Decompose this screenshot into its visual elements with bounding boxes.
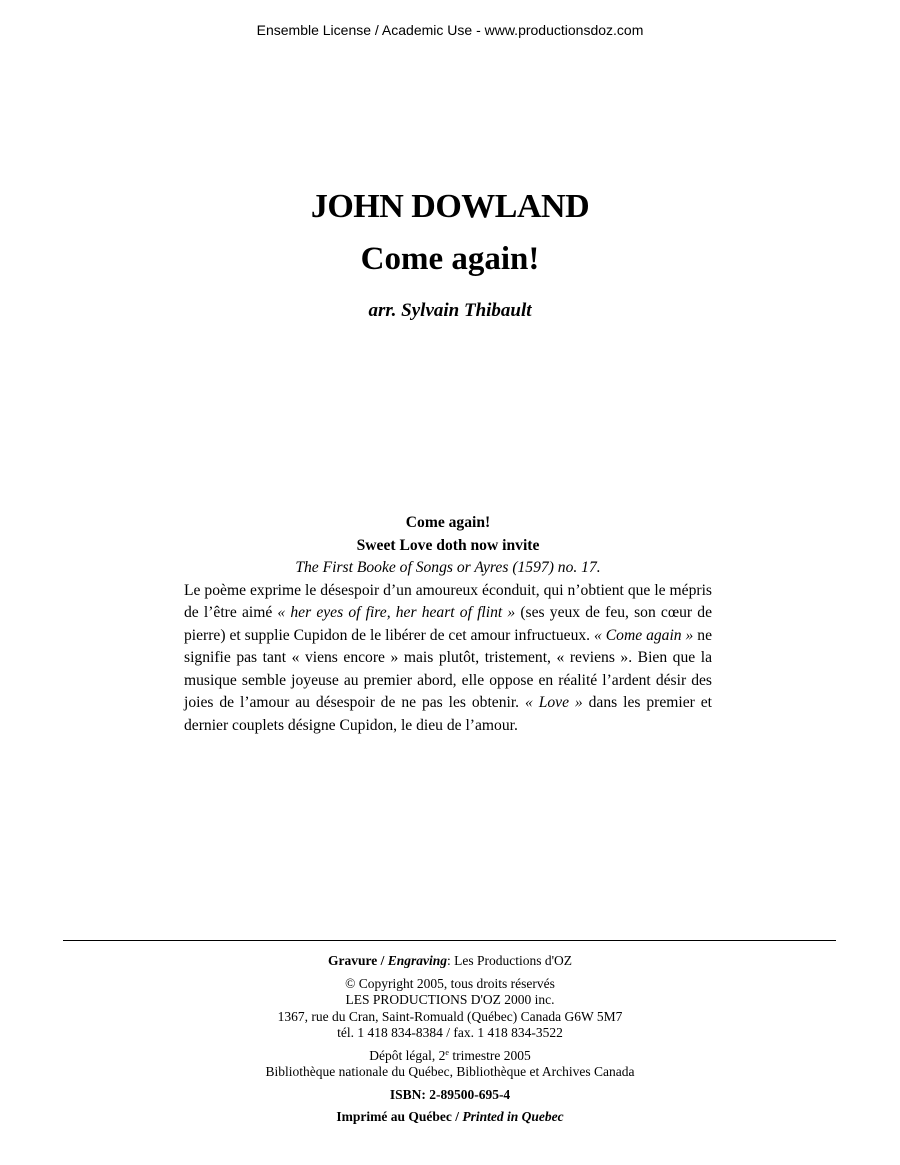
notes-text-3: ne signifie pas tant « viens encore » mais plutôt, tristement, « reviens ». Bien que la musique semble joyeuse au premier abord, elle oppose en réalité l’ardent désir des joies de l’amour au désespoir de ne pas les obtenir. <box>184 626 712 711</box>
program-notes <box>184 512 712 737</box>
company-address: 1367, rue du Cran, Saint-Romuald (Québec) Canada G6W 5M7 <box>277 1008 623 1024</box>
printed-fr: Imprimé au Québec / <box>336 1109 463 1124</box>
company-name: LES PRODUCTIONS D'OZ 2000 inc. <box>345 992 555 1007</box>
depot-suffix: trimestre 2005 <box>448 1047 531 1063</box>
composer-name: JOHN DOWLAND <box>310 188 590 225</box>
company-phone: tél. 1 418 834-8384 / fax. 1 418 834-3522 <box>337 1025 563 1040</box>
isbn: ISBN: 2-89500-695-4 <box>389 1086 511 1102</box>
notes-quote-1: « her eyes of fire, her heart of flint » <box>277 604 516 621</box>
notes-quote-2: « Come again » <box>594 626 694 644</box>
piece-title: Come again! <box>360 241 540 277</box>
notes-text-4: dans les premier et dernier couplets désigne Cupidon, le dieu de l’amour. <box>184 694 712 734</box>
notes-paragraph <box>184 580 712 738</box>
depot-prefix: Dépôt légal, 2 <box>369 1047 446 1063</box>
notes-heading-2: Sweet Love doth now invite <box>356 536 540 554</box>
notes-heading-1: Come again! <box>405 514 491 531</box>
notes-text-2: (ses yeux de feu, son cœur de pierre) et supplie Cupidon de le libérer de cet amour infructueux. <box>184 604 712 644</box>
engraving-label-fr: Gravure / <box>327 953 388 968</box>
legal-deposit <box>0 1048 900 1065</box>
engraving-label-en: Engraving <box>387 953 447 968</box>
copyright-line: © Copyright 2005, tous droits réservés <box>345 975 555 991</box>
printed-en: Printed in Quebec <box>462 1109 564 1124</box>
depot-sup: e <box>445 1047 449 1057</box>
license-header: Ensemble License / Academic Use - www.productionsdoz.com <box>256 22 644 38</box>
engraving-value: : Les Productions d'OZ <box>446 953 573 968</box>
printed-in <box>0 1109 900 1126</box>
publisher-footer <box>0 953 900 1126</box>
notes-quote-3: « Love » <box>524 694 583 711</box>
notes-text-1: Le poème exprime le désespoir d’un amoureux éconduit, qui n’obtient que le mépris de l’être aimé <box>184 581 712 621</box>
engraving-credit <box>0 953 900 970</box>
library-line: Bibliothèque nationale du Québec, Bibliothèque et Archives Canada <box>265 1064 635 1079</box>
notes-source: The First Booke of Songs or Ayres (1597) no. 17. <box>295 559 601 576</box>
arranger-credit: arr. Sylvain Thibault <box>368 300 532 321</box>
footer-divider <box>63 940 836 941</box>
